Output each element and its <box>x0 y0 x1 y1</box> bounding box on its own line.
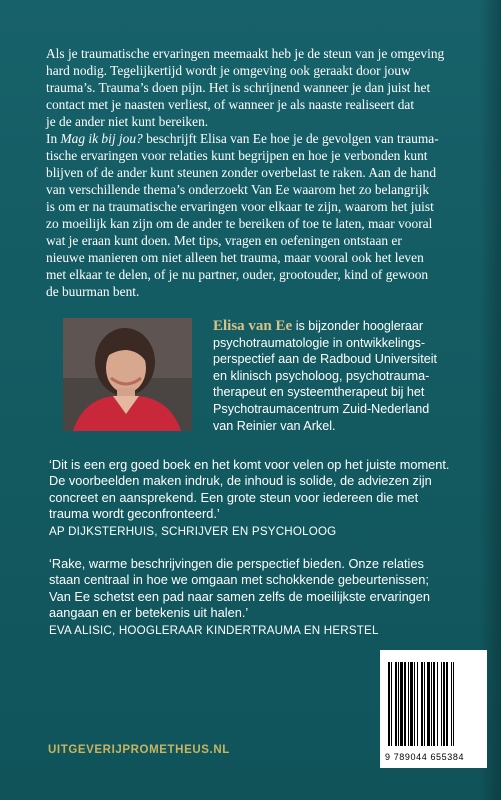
author-section <box>63 318 483 433</box>
blurb-prefix: In <box>46 131 58 146</box>
barcode-bar <box>443 662 445 746</box>
barcode-bar <box>421 662 423 746</box>
barcode-bar <box>400 662 403 746</box>
barcode-bar <box>431 662 432 746</box>
quote-line: aangaan en er betekenis uit halen.’ <box>49 605 249 621</box>
quote-attribution: EVA ALISIC, HOOGLERAAR KINDERTRAUMA EN HERSTEL <box>49 623 379 637</box>
review-quote <box>49 556 479 639</box>
barcode-bar <box>451 662 452 746</box>
author-bio-line: therapeut en systeemtherapeut bij het <box>213 385 425 400</box>
barcode-bar <box>388 662 390 746</box>
barcode-bar <box>391 662 392 746</box>
blurb-line: trauma’s. Trauma’s doen pijn. Het is schrijnend wanneer je dan juist het <box>46 80 431 95</box>
blurb-line <box>46 130 471 147</box>
quote-line: ‘Rake, warme beschrijvingen die perspectief bieden. Onze relaties <box>49 556 424 571</box>
quote-line: Van Ee schetst een pad naar samen zelfs de moeilijkste ervaringen <box>49 588 431 604</box>
barcode-bar <box>404 662 406 746</box>
author-bio-line: Psychotraumacentrum Zuid-Nederland <box>213 401 430 416</box>
quote-line: trauma wordt geconfronteerd.’ <box>49 506 220 522</box>
barcode-bar <box>437 662 438 746</box>
blurb-line: wat je eraan kunt doen. Met tips, vragen en oefeningen ontstaan er <box>46 233 402 248</box>
author-bio-line: perspectief aan de Radboud Universiteit <box>213 352 438 367</box>
blurb-line: nieuwe manieren om niet alleen het trauma, maar vooral ook het leven <box>46 250 424 265</box>
barcode-bar <box>433 662 435 746</box>
barcode-bar <box>395 662 397 746</box>
author-bio <box>213 318 483 434</box>
author-bio-line: psychotraumatologie in ontwikkelings- <box>213 335 426 350</box>
barcode-bar <box>427 662 430 746</box>
author-bio-line: van Reinier van Arkel. <box>213 418 336 433</box>
author-bio-line: en klinisch psycholoog, psychotrauma- <box>213 368 430 383</box>
barcode-bar <box>441 662 442 746</box>
blurb-line: is om er na traumatische ervaringen voor elkaar te zijn, waarom het juist <box>46 199 434 214</box>
quote-line: staan centraal in hoe we omgaan met schokkende gebeurtenissen; <box>49 572 429 588</box>
author-portrait-illustration <box>63 318 192 431</box>
author-bio-first: is bijzonder hoogleraar <box>295 319 424 333</box>
review-quote <box>49 457 479 540</box>
barcode-bar <box>446 662 448 746</box>
quote-line: ‘Dit is een erg goed boek en het komt voor velen op het juiste moment. <box>49 457 450 472</box>
blurb-text <box>46 45 471 300</box>
quote-attribution: AP DIJKSTERHUIS, SCHRIJVER EN PSYCHOLOOG <box>49 524 337 538</box>
blurb-line: van verschillende thema’s onderzoekt Van Ee waarom het zo belangrijk <box>46 182 430 197</box>
author-photo <box>63 318 192 431</box>
blurb-line: met elkaar te delen, of je nu partner, ouder, grootouder, kind of gewoon <box>46 267 429 282</box>
blurb-line: tische ervaringen voor relaties kunt begrijpen en hoe je verbonden kunt <box>46 148 428 163</box>
barcode-bars <box>380 650 487 750</box>
blurb-line: de buurman bent. <box>46 284 140 299</box>
publisher-website-link[interactable]: UITGEVERIJPROMETHEUS.NL <box>48 744 230 756</box>
barcode-bar <box>408 662 409 746</box>
blurb-line: je de ander niet kunt bereiken. <box>46 114 209 129</box>
blurb-line: blijven of de ander kunt steunen zonder overbelast te raken. Aan de hand <box>46 165 437 180</box>
quote-line: concreet en aansprekend. Een grote steun voor iedereen die met <box>49 489 419 505</box>
blurb-line: Als je traumatische ervaringen meemaakt heb je de steun van je omgeving <box>46 46 445 61</box>
blurb-line: hard nodig. Tegelijkertijd wordt je omgeving ook geraakt door jouw <box>46 63 411 78</box>
quote-line: De voorbeelden maken indruk, de inhoud is solide, de adviezen zijn <box>49 473 432 489</box>
barcode-bar <box>414 662 415 746</box>
book-title-inline: Mag ik bij jou? <box>60 131 143 146</box>
author-name: Elisa van Ee <box>213 318 293 334</box>
blurb-line-rest: beschrijft Elisa van Ee hoe je de gevolgen van trauma- <box>146 131 439 146</box>
barcode <box>380 650 487 768</box>
blurb-line: contact met je naasten verliest, of wanneer je als naaste realiseert dat <box>46 97 415 112</box>
barcode-bar <box>398 662 399 746</box>
barcode-number: 9 789044 655384 <box>385 752 465 762</box>
author-bio-line <box>213 318 483 335</box>
barcode-bar <box>410 662 413 746</box>
barcode-bar <box>453 662 454 746</box>
barcode-bar <box>424 662 425 746</box>
blurb-line: zo moeilijk kan zijn om de ander te bereiken of toe te laten, maar vooral <box>46 216 433 231</box>
barcode-bar <box>417 662 418 746</box>
